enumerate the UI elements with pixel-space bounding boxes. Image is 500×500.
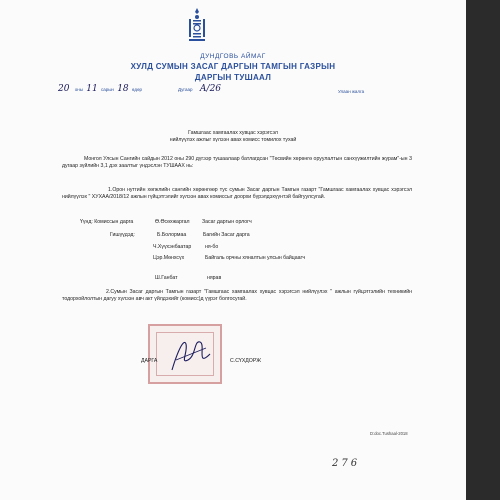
aimag-name: ДУНДГОВЬ АЙМАГ (200, 53, 266, 60)
committee-chair-name: Ө.Өсөхжаргал (155, 219, 190, 225)
background-margin (466, 0, 500, 500)
member-name: Ч.Хүүхэнбаатар (153, 244, 192, 250)
title-line-2: нийлүүлэх ажлыг хүлээн авах комисс томилох тухай (169, 137, 297, 144)
handwritten-signature (166, 330, 216, 378)
paragraph-1: Монгол Улсын Сангийн сайдын 2012 оны 290 дүгээр тушаалаар батлагдсан "Төсвийн хөрөнгө оруулалтын санхүүжилтийн журам"-ын 3 дугаар зүйлийн 3,1 дэх заалтыг үндэслэн ТУШААХ нь: (62, 156, 412, 170)
document-type: ДАРГЫН ТУШААЛ (194, 73, 272, 82)
number-line (178, 84, 221, 94)
order-title (0, 130, 466, 145)
member-role: Байгаль орчны хяналтын улсын байцаагч (205, 255, 306, 261)
month-suffix: сарын (100, 87, 114, 92)
document-number: А/26 (199, 84, 222, 94)
handwritten-page-number: 276 (332, 458, 361, 469)
committee-chair-role: Засаг даргын орлогч (202, 219, 252, 225)
date-month: 11 (86, 84, 98, 94)
member-name: Б.Болормаа (157, 232, 187, 238)
state-emblem-icon (186, 7, 208, 43)
title-line-1: Гамшгаас хамгаалах хувцас хэрэгсэл (188, 130, 278, 136)
members-label: Гишүүдэд: (110, 232, 135, 238)
member-role: нярав (207, 275, 222, 281)
committee-chair-label: Үүнд: Комиссын дарга (80, 219, 134, 225)
year-suffix: оны (74, 87, 83, 92)
member-role: ня-бо (205, 244, 219, 250)
date-day: 18 (117, 84, 129, 94)
place-name: Улаан жалга (338, 89, 365, 94)
paragraph-3: 2.Сумын Засаг даргын Тамгын газарт "Гамшгаас хамгаалах хувцас хэрэгсэл нийлүүлэх " ажлын гүйцэтгэлийн техникийн тодорхойлолтын дагуу хүлээн авч акт үйлдэхийг (комисс)д үүрэг болгосугай. (62, 289, 412, 303)
paragraph-2: 1.Орон нутгийн хөгжлийн сангийн хөрөнгөөр тус сумын Засаг даргын Тамгын газарт "Гамшгаас хамгаалах хувцас хэрэгсэл нийлүүлэх " ХУХАА/2018/12 ажлын гүйцэтгэлийг хүлээн авах комиссыг доорхи бүрэлдэхүүнтэй байгуулсугай. (62, 187, 412, 201)
day-suffix: өдөр (131, 87, 143, 92)
office-name: ХУЛД СУМЫН ЗАСАГ ДАРГЫН ТАМГЫН ГАЗРЫН (130, 62, 336, 71)
number-label: Дугаар (178, 87, 193, 92)
file-reference: D:doc.Tushaal-2018 (370, 431, 408, 436)
member-name: Цэр.Мөнхсүх (153, 255, 185, 261)
member-name: Ш.Ганбат (155, 275, 178, 281)
member-role: Багийн Засаг дарга (203, 232, 250, 238)
date-line (58, 84, 142, 94)
signatory-title: ДАРГА (141, 358, 158, 364)
signatory-name: С.СҮХДОРЖ (230, 358, 262, 364)
date-year: 20 (58, 84, 70, 94)
